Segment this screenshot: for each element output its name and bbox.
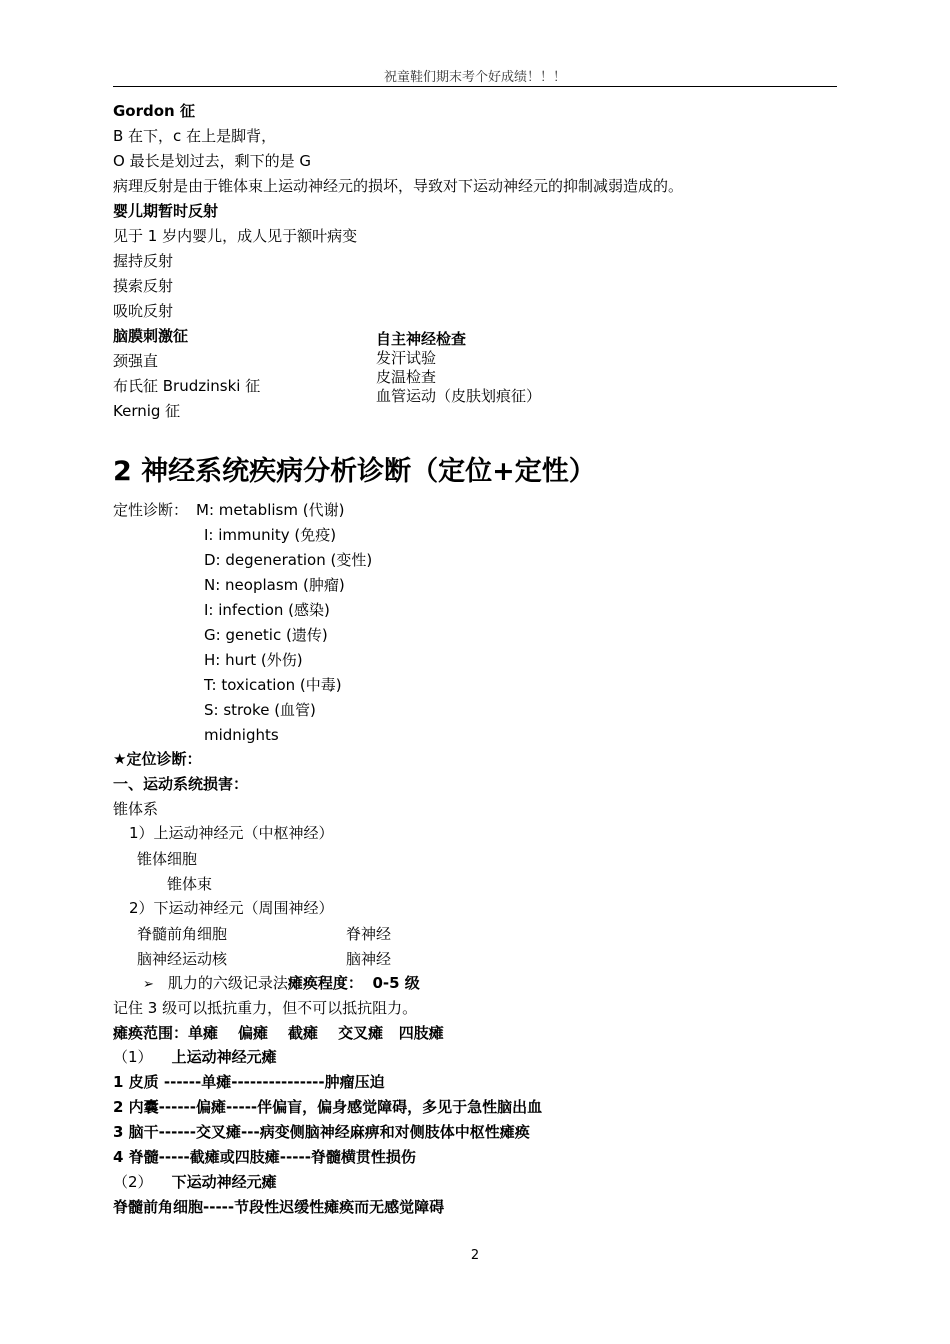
text-line: 锥体系 (113, 800, 159, 818)
text-line: 1 皮质 ------单瘫---------------肿瘤压迫 (113, 1073, 385, 1091)
range-item: 交叉瘫 (338, 1024, 384, 1042)
text-line: 脑神经 (346, 950, 392, 968)
text-line: O 最长是划过去，剩下的是 G (113, 152, 311, 170)
text-line: 握持反射 (113, 252, 174, 270)
qualitative-item: S: stroke (血管) (204, 701, 316, 719)
text-line: 2 内囊------偏瘫-----伴偏盲，偏身感觉障碍，多见于急性脑出血 (113, 1098, 543, 1116)
range-item: 截瘫 (288, 1024, 319, 1042)
page-header: 祝童鞋们期末考个好成绩！！！ (383, 70, 566, 85)
text-line: 4 脊髓-----截瘫或四肢瘫-----脊髓横贯性损伤 (113, 1148, 416, 1166)
paralysis-range-line (113, 1023, 444, 1043)
text-line: 脑神经运动核 (137, 950, 228, 968)
qualitative-item: N: neoplasm (肿瘤) (204, 576, 345, 594)
text-line: B 在下，c 在上是脚背， (113, 127, 277, 145)
text-line: 病理反射是由于锥体束上运动神经元的损坏，导致对下运动神经元的抑制减弱造成的。 (113, 177, 684, 195)
range-item: 偏瘫 (238, 1024, 269, 1042)
text-line: 见于 1 岁内婴儿，成人见于额叶病变 (113, 227, 358, 245)
text-line: 2）下运动神经元（周围神经） (129, 899, 334, 917)
arrow-bullet-icon: ➢ (143, 977, 154, 992)
infant-reflex-heading: 婴儿期暂时反射 (113, 202, 219, 220)
qualitative-item: T: toxication (中毒) (204, 676, 342, 694)
autonomic-heading: 自主神经检查 (376, 330, 467, 348)
section-heading: 2 神经系统疾病分析诊断（定位+定性） (113, 456, 596, 487)
qualitative-item: M: metablism (代谢) (196, 501, 345, 519)
page-number: 2 (470, 1248, 480, 1263)
localization-heading: ★定位诊断： (113, 750, 202, 768)
text-span: 0-5 级 (372, 974, 420, 992)
text-span: 上运动神经元瘫 (171, 1048, 277, 1066)
qualitative-item: I: immunity (免疫) (204, 526, 337, 544)
text-span: （2） (113, 1173, 153, 1191)
qualitative-item: I: infection (感染) (204, 601, 330, 619)
gordon-sign-heading: Gordon 征 (113, 102, 195, 120)
text-line: 锥体细胞 (137, 850, 198, 868)
qualitative-item: H: hurt (外伤) (204, 651, 303, 669)
meningeal-sign-heading: 脑膜刺激征 (113, 327, 189, 345)
text-line: 记住 3 级可以抵抗重力，但不可以抵抗阻力。 (113, 999, 418, 1017)
qualitative-item: D: degeneration (变性) (204, 551, 373, 569)
qualitative-item: G: genetic (遗传) (204, 626, 328, 644)
qualitative-item: midnights (204, 726, 279, 744)
text-span: 瘫痪范围： (113, 1024, 189, 1042)
upper-paralysis-line (113, 1047, 277, 1067)
text-span: 肌力的六级记录法 (167, 974, 288, 992)
range-item: 四肢瘫 (398, 1024, 444, 1042)
text-line: Kernig 征 (113, 402, 181, 420)
text-line: 吸吮反射 (113, 302, 174, 320)
lower-paralysis-line (113, 1172, 277, 1192)
header-divider (113, 86, 837, 87)
text-span: （1） (113, 1048, 153, 1066)
autonomic-item: 皮温检查 (376, 368, 437, 386)
text-line: 颈强直 (113, 352, 159, 370)
motor-system-heading: 一、运动系统损害： (113, 775, 249, 793)
autonomic-item: 发汗试验 (376, 349, 437, 367)
text-line: 脊髓前角细胞-----节段性迟缓性瘫痪而无感觉障碍 (113, 1198, 445, 1216)
text-span: 下运动神经元瘫 (171, 1173, 277, 1191)
text-span: 瘫痪程度： (287, 974, 363, 992)
autonomic-item: 血管运动（皮肤划痕征） (376, 387, 542, 405)
text-line: 布氏征 Brudzinski 征 (113, 377, 261, 395)
text-line: 锥体束 (167, 875, 213, 893)
text-line: 摸索反射 (113, 277, 174, 295)
text-line: 1）上运动神经元（中枢神经） (129, 824, 334, 842)
muscle-strength-line (143, 973, 420, 995)
text-line: 脊神经 (346, 925, 392, 943)
text-line: 3 脑干------交叉瘫---病变侧脑神经麻痹和对侧肢体中枢性瘫痪 (113, 1123, 530, 1141)
range-item: 单瘫 (188, 1024, 219, 1042)
text-line: 脊髓前角细胞 (137, 925, 228, 943)
qualitative-label: 定性诊断： (113, 501, 189, 519)
